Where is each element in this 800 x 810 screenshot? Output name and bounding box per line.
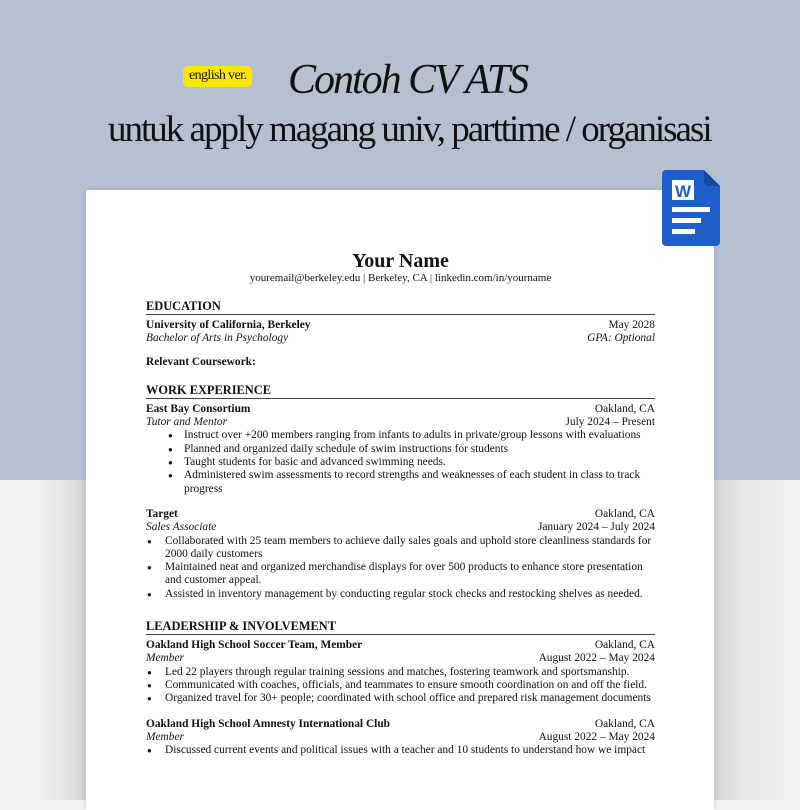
leadership-role: Member — [146, 652, 184, 665]
leadership-role: Member — [146, 730, 184, 743]
svg-text:W: W — [674, 182, 692, 201]
job-role: Sales Associate — [146, 521, 217, 534]
job-org: East Bay Consortium — [146, 402, 251, 415]
coursework-label: Relevant Coursework: — [146, 355, 256, 368]
leadership-bullet: ● Discussed current events and political issues with a teacher and 10 students to understand how we impact — [146, 744, 655, 757]
job-location: Oakland, CA — [594, 402, 655, 415]
degree: Bachelor of Arts in Psychology — [146, 332, 289, 345]
education-heading: EDUCATION — [146, 299, 655, 315]
school-name: University of California, Berkeley — [146, 319, 311, 331]
job-role: Tutor and Mentor — [146, 416, 228, 429]
leadership-entry — [146, 639, 655, 705]
leadership-dates: August 2022 – May 2024 — [538, 730, 655, 743]
leadership-org: Oakland High School Soccer Team, Member — [146, 639, 363, 652]
job-location: Oakland, CA — [594, 507, 655, 520]
job-bullet: ● Maintained neat and organized merchandise displays for over 500 products to enhance store presentation and customer appeal. — [146, 561, 655, 588]
leadership-bullet: ● Organized travel for 30+ people; coordinated with school office and prepared risk management documents — [146, 692, 655, 705]
job-bullet: ● Administered swim assessments to record strengths and weaknesses of each student in class to track progress — [146, 469, 655, 496]
cv-name: Your Name — [352, 250, 449, 272]
banner-title: Contoh CV ATS — [288, 57, 528, 103]
job-bullet: ● Collaborated with 25 team members to achieve daily sales goals and uphold store cleanliness standards for 2000 daily customers — [146, 535, 655, 562]
job-bullet: ● Planned and organized daily schedule of swim instructions for students — [146, 443, 655, 456]
job-entry — [146, 508, 655, 601]
job-org: Target — [146, 507, 178, 520]
job-dates: July 2024 – Present — [565, 416, 655, 429]
leadership-dates: August 2022 – May 2024 — [538, 652, 655, 665]
job-dates: January 2024 – July 2024 — [537, 521, 655, 534]
cv-document — [146, 250, 655, 757]
graduation-date: May 2028 — [608, 319, 655, 331]
job-entry — [146, 403, 655, 496]
leadership-org: Oakland High School Amnesty International Club — [146, 717, 391, 730]
leadership-heading: LEADERSHIP & INVOLVEMENT — [146, 619, 655, 635]
language-badge: english ver. — [183, 66, 252, 87]
leadership-entry — [146, 718, 655, 758]
job-bullet: ● Instruct over +200 members ranging from infants to adults in private/group lessons with evaluations — [146, 429, 655, 442]
leadership-bullet: ● Led 22 players through regular training sessions and matches, fostering teamwork and sportsmanship. — [146, 666, 655, 679]
gpa: GPA: Optional — [587, 332, 655, 345]
leadership-location: Oakland, CA — [594, 717, 655, 730]
work-heading: WORK EXPERIENCE — [146, 383, 655, 399]
word-icon — [662, 170, 720, 246]
job-bullet: ● Taught students for basic and advanced swimming needs. — [146, 456, 655, 469]
leadership-bullet: ● Communicated with coaches, officials, and teammates to ensure smooth coordination on and off the field. — [146, 679, 655, 692]
leadership-location: Oakland, CA — [594, 639, 655, 652]
job-bullet: ● Assisted in inventory management by conducting regular stock checks and restocking shelves as needed. — [146, 588, 655, 601]
banner-subtitle: untuk apply magang univ, parttime / organisasi — [108, 109, 711, 150]
cv-contact: youremail@berkeley.edu | Berkeley, CA | linkedin.com/in/yourname — [249, 272, 552, 284]
